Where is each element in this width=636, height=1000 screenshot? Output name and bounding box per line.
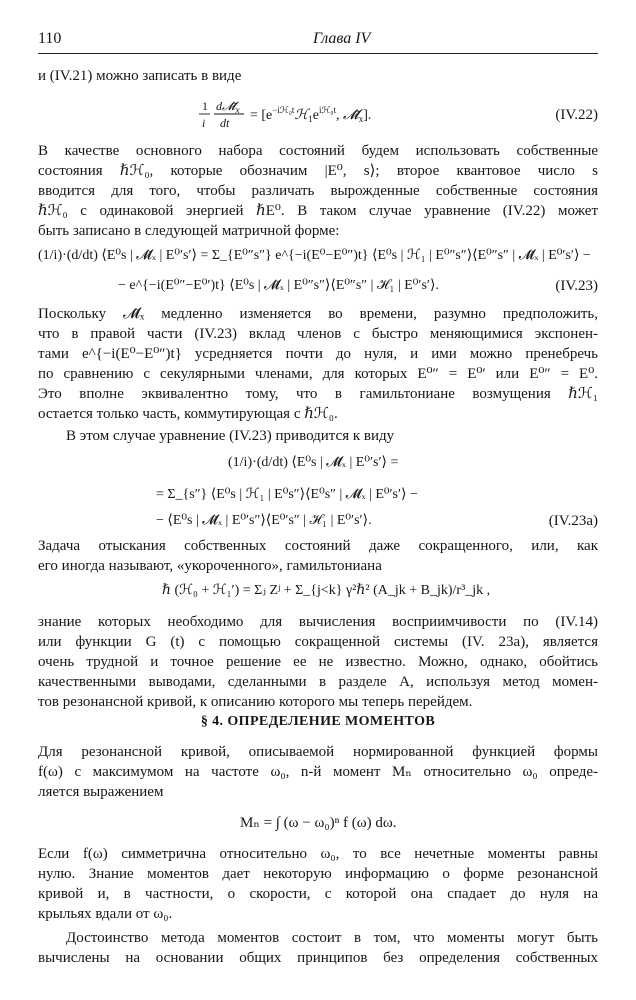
text-line: В этом случае уравнение (IV.23) приводится к виду xyxy=(66,428,395,444)
text-line: быть записано в следующей матричной форме: xyxy=(38,223,340,239)
svg-text:= [e−iℋ₀tℋ1eiℋ₀t, 𝓜̃x].: = [$e^{-iℋ_0t}ℋ_1e^{iℋ_0t}$, $𝓜̃_x$]. xyxy=(250,105,372,124)
equation-number: (IV.22) xyxy=(555,107,598,123)
text-line: остается только часть, коммутирующая с ℏℋ₀. xyxy=(38,406,338,422)
equation-number: (IV.23a) xyxy=(548,513,598,529)
equation-iv23a-line1: (1/i)·(d/dt) ⟨E⁰s | 𝓜̃ₓ | E⁰′s′⟩ = xyxy=(228,455,399,470)
equation-moment: Mₙ = ∫ (ω − ω₀)ⁿ f (ω) dω. xyxy=(240,815,397,831)
text-line: ляется выражением xyxy=(38,784,164,800)
running-header xyxy=(38,30,598,52)
text-line: качественными выводами, сделанными в разделе А, используя метод момен- xyxy=(38,674,598,690)
text-line: состояния ℏℋ₀, которые обозначим |E⁰, s⟩; второе квантовое число s xyxy=(38,163,598,179)
text-line: Достоинство метода моментов состоит в том, что моменты могут быть xyxy=(66,930,598,946)
text-line: ℏℋ₀ с одинаковой энергией ℏE⁰. В таком случае уравнение (IV.22) может xyxy=(38,203,598,219)
equation-iv22-graphic xyxy=(196,98,508,132)
text-line: или функции G (t) с помощью сокращенной системы (IV. 23а), является xyxy=(38,634,598,650)
text-line: вычислены на основании общих принципов без определения собственных xyxy=(38,950,598,966)
equation-iv23-line1: (1/i)·(d/dt) ⟨E⁰s | 𝓜̃ₓ | E⁰′s′⟩ = Σ_{E⁰″s″} e^{−i(E⁰−E⁰″)t} ⟨E⁰s | ℋ₁ | E⁰″s″⟩⟨E⁰″s″ | 𝓜̃ₓ | E⁰′s′⟩ − xyxy=(38,248,591,263)
text-line: знание которых необходимо для вычисления восприимчивости по (IV.14) xyxy=(38,614,598,630)
equation-iv23a-line2: = Σ_{s″} ⟨E⁰s | ℋ₁ | E⁰s″⟩⟨E⁰s″ | 𝓜̃ₓ | E⁰′s′⟩ − xyxy=(156,487,418,502)
text-line: f(ω) с максимумом на частоте ω₀, n-й момент Mₙ относительно ω₀ опреде- xyxy=(38,764,598,780)
chapter-title: Глава IV xyxy=(313,30,371,47)
text-line: вводится для того, чтобы различать вырожденные собственные состояния xyxy=(38,183,598,199)
text-line: что в правой части (IV.23) вклад членов с быстро меняющимися экспонен- xyxy=(38,326,598,342)
text-line: по сравнению с секулярными членами, для которых E⁰″ = E⁰′ или E⁰″ = E⁰. xyxy=(38,366,598,382)
equation-iv23-line2: − e^{−i(E⁰″−E⁰′)t} ⟨E⁰s | 𝓜̃ₓ | E⁰″s″⟩⟨E⁰″s″ | ℋ₁ | E⁰′s′⟩. xyxy=(118,278,439,293)
page-number: 110 xyxy=(38,30,62,47)
text-line: Задача отыскания собственных состояний даже сокращенного, или, как xyxy=(38,538,598,554)
svg-text:i: i xyxy=(202,116,206,130)
text-line: В качестве основного набора состояний будем использовать собственные xyxy=(38,143,598,159)
text-line: тов резонансной кривой, к описанию которого мы теперь перейдем. xyxy=(38,694,473,710)
text-line: тами e^{−i(E⁰−E⁰″)t} усредняется почти до нуля, и ими можно пренебречь xyxy=(38,346,598,362)
header-rule xyxy=(38,53,598,54)
svg-text:d𝓜̃x: $d𝓜̃_x$ xyxy=(216,99,240,115)
equation-hamiltonian: ℏ (ℋ₀ + ℋ₁′) = Σⱼ Zʲ + Σ_{j<k} γ²ℏ² (A_jk + B_jk)/r³_jk , xyxy=(162,583,491,598)
text-line: крыльях вдали от ω₀. xyxy=(38,906,173,922)
svg-text:dt: dt xyxy=(220,116,230,130)
text-line: Это вполне эквивалентно тому, что в гамильтониане возмущения ℏℋ₁ xyxy=(38,386,598,402)
text-line: Если f(ω) симметрична относительно ω₀, то все нечетные моменты равны xyxy=(38,846,598,862)
text-line: очень трудной и точное решение ее не известно. Можно, однако, обойтись xyxy=(38,654,598,670)
text-line: нулю. Знание моментов дает некоторую информацию о форме резонансной xyxy=(38,866,598,882)
text-line: Поскольку 𝓜̃ₓ медленно изменяется во времени, разумно предположить, xyxy=(38,306,598,322)
text-line: Для резонансной кривой, описываемой нормированной функцией формы xyxy=(38,744,598,760)
svg-text:1: 1 xyxy=(202,99,208,113)
text-line: и (IV.21) можно записать в виде xyxy=(38,68,242,84)
text-line: кривой и, в частности, о скорости, с которой она спадает до нуля на xyxy=(38,886,598,902)
section-heading: § 4. ОПРЕДЕЛЕНИЕ МОМЕНТОВ xyxy=(200,714,436,729)
equation-number: (IV.23) xyxy=(555,278,598,294)
equation-iv22 xyxy=(196,98,508,132)
equation-iv23a-line3: − ⟨E⁰s | 𝓜̃ₓ | E⁰′s″⟩⟨E⁰′s″ | ℋ₁ | E⁰′s′⟩. xyxy=(156,513,372,528)
text-line: его иногда называют, «укороченного», гамильтониана xyxy=(38,558,382,574)
